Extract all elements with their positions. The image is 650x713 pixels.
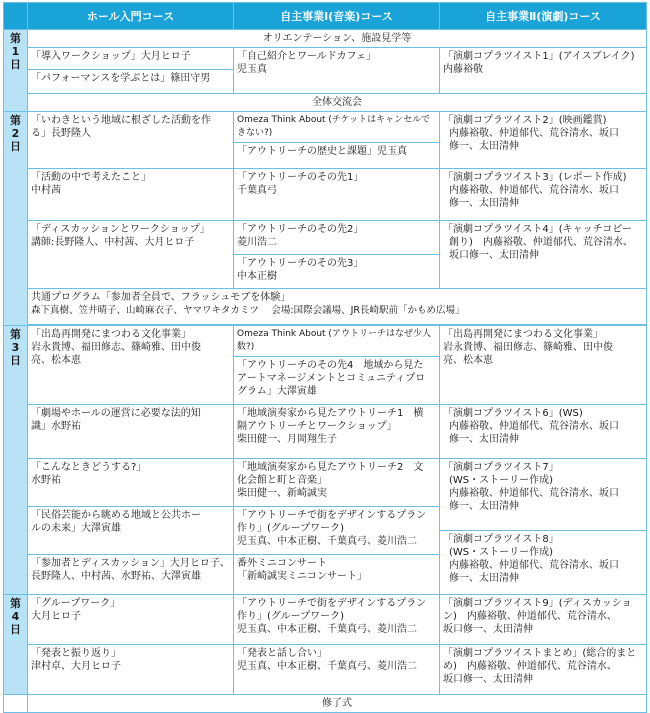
session-title: Omeza Think About (チケットはキャンセルできない?) [237,115,431,138]
session-cell [440,112,647,169]
day-1-label [4,30,28,112]
session-title: 「アウトリーチの歴史と課題」児玉真 [237,146,407,157]
session-lecturer: 内藤裕敬 [443,64,483,75]
common-program-cell [28,289,647,325]
session-cell [28,48,234,70]
day-4-char: 第 [10,597,21,610]
session-lecturer: 坂口修一、太田清伸 [449,250,539,261]
session-title: 「出島再開発にまつわる文化事業」 [443,329,603,340]
session-title: 化会館と町と音楽」 [237,475,327,486]
session-lecturer: 津村卓、大月ヒロ子 [31,661,121,672]
session-subtitle: (WS・ストーリー作成) [449,547,554,558]
session-lecturer: 亮、松本恵 [31,355,81,366]
session-title: 「アウトリーチのその先2」 [237,224,364,235]
session-cell [28,169,234,221]
header-corner [4,3,28,30]
table-row [4,459,647,507]
table-row [4,326,647,357]
session-cell [440,459,647,531]
session-cell [28,459,234,507]
session-title: 作り」(グループワーク) [237,611,345,622]
session-cell [234,405,440,459]
session-title: る」長野隆人 [31,128,91,139]
header-row [4,3,647,30]
session-cell [234,221,440,255]
session-cell [440,48,647,94]
session-lecturer: 菱川浩二 [237,237,277,248]
session-cell [28,507,234,555]
session-lecturer: 内藤裕敬、仲道郁代、荒谷清水、坂口 [449,185,619,196]
day-2-num: 2 [11,127,20,140]
general-exchange-row [4,94,647,112]
session-title: 識」水野祐 [31,421,81,432]
session-lecturer: 坂口修一、太田清伸 [443,674,533,685]
session-lecturer: 中村茜 [31,185,61,196]
session-lecturer: 水野祐 [31,475,61,486]
table-row [4,112,647,143]
session-cell [234,645,440,695]
session-title: 「出島再開発にまつわる文化事業」 [31,329,191,340]
session-title: 「導入ワークショップ」大月ヒロ子 [31,51,191,62]
closing-ceremony-cell: 修了式 [28,695,647,713]
session-cell [440,405,647,459]
session-lecturer: 長野隆人、中村茜、水野祐、大澤寅雄 [31,571,201,582]
session-cell [28,326,234,405]
session-title: 「演劇コプラツイスト6」(WS) [443,408,583,419]
session-lecturer: 岩永貴博、福田修志、篠崎雅、田中俊 [31,342,201,353]
session-title: 「演劇コプラツイスト7」 [443,462,559,473]
table-row [4,645,647,695]
orientation-row [4,30,647,48]
table-row [4,405,647,459]
session-cell [28,595,234,645]
table-row [4,48,647,70]
session-lecturer: 内藤裕敬、仲道郁代、荒谷清水、坂口 [449,421,619,432]
session-title: 「演劇コプラツイスト4」(キャッチコピー [443,224,632,235]
session-lecturer: 修一、太田清伸 [449,198,519,209]
session-cell [234,595,440,645]
session-lecturer: 坂口修一、太田清伸 [443,624,533,635]
session-cell [440,645,647,695]
session-title: アートマネージメントとコミュニティプロ [237,373,426,384]
common-program-row [4,289,647,325]
session-lecturer: ン) 内藤裕敬、仲道郁代、荒谷清水、 [443,611,617,622]
orientation-cell: オリエンテーション、施設見学等 [28,30,647,48]
session-cell [234,326,440,357]
session-title: 「発表と振り返り」 [31,648,121,659]
session-title: 「自己紹介とワールドカフェ」 [237,51,376,62]
session-lecturer: 修一、太田清伸 [449,501,519,512]
session-title: 「ディスカッションとワークショップ」 [31,224,210,235]
day-3-label [4,326,28,595]
session-title: Omeza Think About (アウトリーチはなぜ少人数?) [237,329,431,352]
session-title: 「アウトリーチで街をデザインするプラン [237,598,427,609]
session-lecturer: 講師:長野隆人、中村茜、大月ヒロ子 [31,237,195,248]
session-subtitle: (WS・ストーリー作成) [449,475,554,486]
session-title: 「活動の中で考えたこと」 [31,172,151,183]
session-title: ルの未来」大澤寅雄 [31,523,121,534]
day-2-label [4,112,28,326]
session-title: 「アウトリーチで街をデザインするプラン [237,510,427,521]
day-2-char: 第 [10,114,21,127]
session-title: 「こんなときどうする?」 [31,462,147,473]
day-3-char: 日 [10,354,21,367]
table-row [4,595,647,645]
day-1-char: 日 [10,58,21,71]
session-lecturer: 千葉真弓 [237,185,277,196]
session-cell [440,221,647,289]
session-cell [234,555,440,595]
session-title: 「アウトリーチのその先1」 [237,172,364,183]
session-lecturer: 亮、松本恵 [443,355,493,366]
day-4-char: 日 [10,623,21,636]
closing-row [4,695,647,713]
session-cell [440,595,647,645]
header-intro-course: ホール入門コース [28,3,234,30]
header-theater-course: 自主事業Ⅱ(演劇)コース [440,3,647,30]
session-lecturer: 児玉真、中本正樹、千葉真弓、菱川浩二 [237,624,417,635]
day-3-num: 3 [11,341,20,354]
session-lecturer: 児玉真、中本正樹、千葉真弓、菱川浩二 [237,661,417,672]
session-title: 「演劇コプラツイスト3」(レポート作成) [443,172,627,183]
session-title: 「アウトリーチのその先4 地域から見た [237,360,424,371]
day-3-char: 第 [10,328,21,341]
header-music-course: 自主事業Ⅰ(音楽)コース [234,3,440,30]
session-lecturer: め) 内藤裕敬、仲道郁代、荒谷清水、 [443,661,617,672]
general-exchange-cell: 全体交流会 [28,94,647,112]
table-row [4,221,647,255]
session-cell [440,326,647,405]
session-title: 番外ミニコンサート [237,558,327,569]
session-title: 「地域演奏家から見たアウトリーチ1 横 [237,408,424,419]
common-program-title: 共通プログラム「参加者全員で、フラッシュモブを体験」 [31,292,291,303]
session-title: 「いわきという地域に根ざした活動を作 [31,115,211,126]
session-cell [234,507,440,555]
session-cell [28,70,234,94]
session-title: 作り」(グループワーク) [237,523,345,534]
session-lecturer: 児玉真、中本正樹、千葉真弓、菱川浩二 [237,536,417,547]
schedule-table [3,2,647,713]
session-title: 「アウトリーチのその先3」 [237,258,364,269]
session-cell [234,48,440,94]
day-1-char: 第 [10,32,21,45]
session-title: 「演劇コプラツイスト1」(アイスブレイク) [443,51,635,62]
session-cell [234,143,440,169]
common-program-lecturers: 森下真樹、笠井晴子、山崎麻衣子、ヤマワキタカミツ 会場:国際会議場、JR長崎駅前「かもめ広場」 [31,305,465,316]
session-lecturer: 創り) 内藤裕敬、仲道郁代、荒谷清水、 [449,237,633,248]
session-lecturer: 修一、太田清伸 [449,434,519,445]
session-cell [234,169,440,221]
session-cell [234,459,440,507]
session-cell [234,255,440,289]
session-lecturer: 修一、太田清伸 [449,141,519,152]
day-2-char: 日 [10,140,21,153]
session-cell [234,357,440,405]
session-cell [440,169,647,221]
session-title: 「民俗芸能から眺める地域と公共ホー [31,510,201,521]
day-4-label [4,595,28,695]
session-lecturer: 児玉真 [237,64,267,75]
session-lecturer: 内藤裕敬、仲道郁代、荒谷清水、坂口 [449,128,619,139]
closing-day-blank [4,695,28,713]
session-title: グラム」大澤寅雄 [237,386,317,397]
session-title: 隔アウトリーチとワークショップ」 [237,421,397,432]
session-cell [234,112,440,143]
session-lecturer: 大月ヒロ子 [31,611,81,622]
session-cell [28,555,234,595]
day-4-num: 4 [11,610,20,623]
session-lecturer: 柴田健一、新崎誠実 [237,488,327,499]
day-1-num: 1 [11,45,20,58]
session-title: 「演劇コプラツイストまとめ」(総合的まと [443,648,637,659]
session-title: 「新崎誠実ミニコンサート」 [237,571,367,582]
session-title: 「地域演奏家から見たアウトリーチ2 文 [237,462,424,473]
session-title: 「劇場やホールの運営に必要な法的知 [31,408,201,419]
session-lecturer: 内藤裕敬、仲道郁代、荒谷清水、坂口 [449,560,619,571]
session-title: 「発表と話し合い」 [237,648,327,659]
session-lecturer: 柴田健一、月岡翔生子 [237,434,337,445]
session-lecturer: 内藤裕敬、仲道郁代、荒谷清水、坂口 [449,488,619,499]
session-cell [28,112,234,169]
session-cell [28,645,234,695]
session-title: 「グループワーク」 [31,598,121,609]
session-title: 「演劇コプラツイスト2」(映画鑑賞) [443,115,607,126]
session-title: 「参加者とディスカッション」大月ヒロ子、 [31,558,230,569]
table-row [4,169,647,221]
session-cell [28,405,234,459]
session-lecturer: 修一、太田清伸 [449,573,519,584]
session-cell [28,221,234,289]
session-title: 「演劇コプラツイスト8」 [443,534,559,545]
session-lecturer: 中本正樹 [237,271,277,282]
session-title: 「パフォーマンスを学ぶとは」篠田守男 [31,73,211,84]
session-cell [440,531,647,595]
session-title: 「演劇コプラツイスト9」(ディスカッショ [443,598,632,609]
session-lecturer: 岩永貴博、福田修志、篠崎雅、田中俊 [443,342,613,353]
